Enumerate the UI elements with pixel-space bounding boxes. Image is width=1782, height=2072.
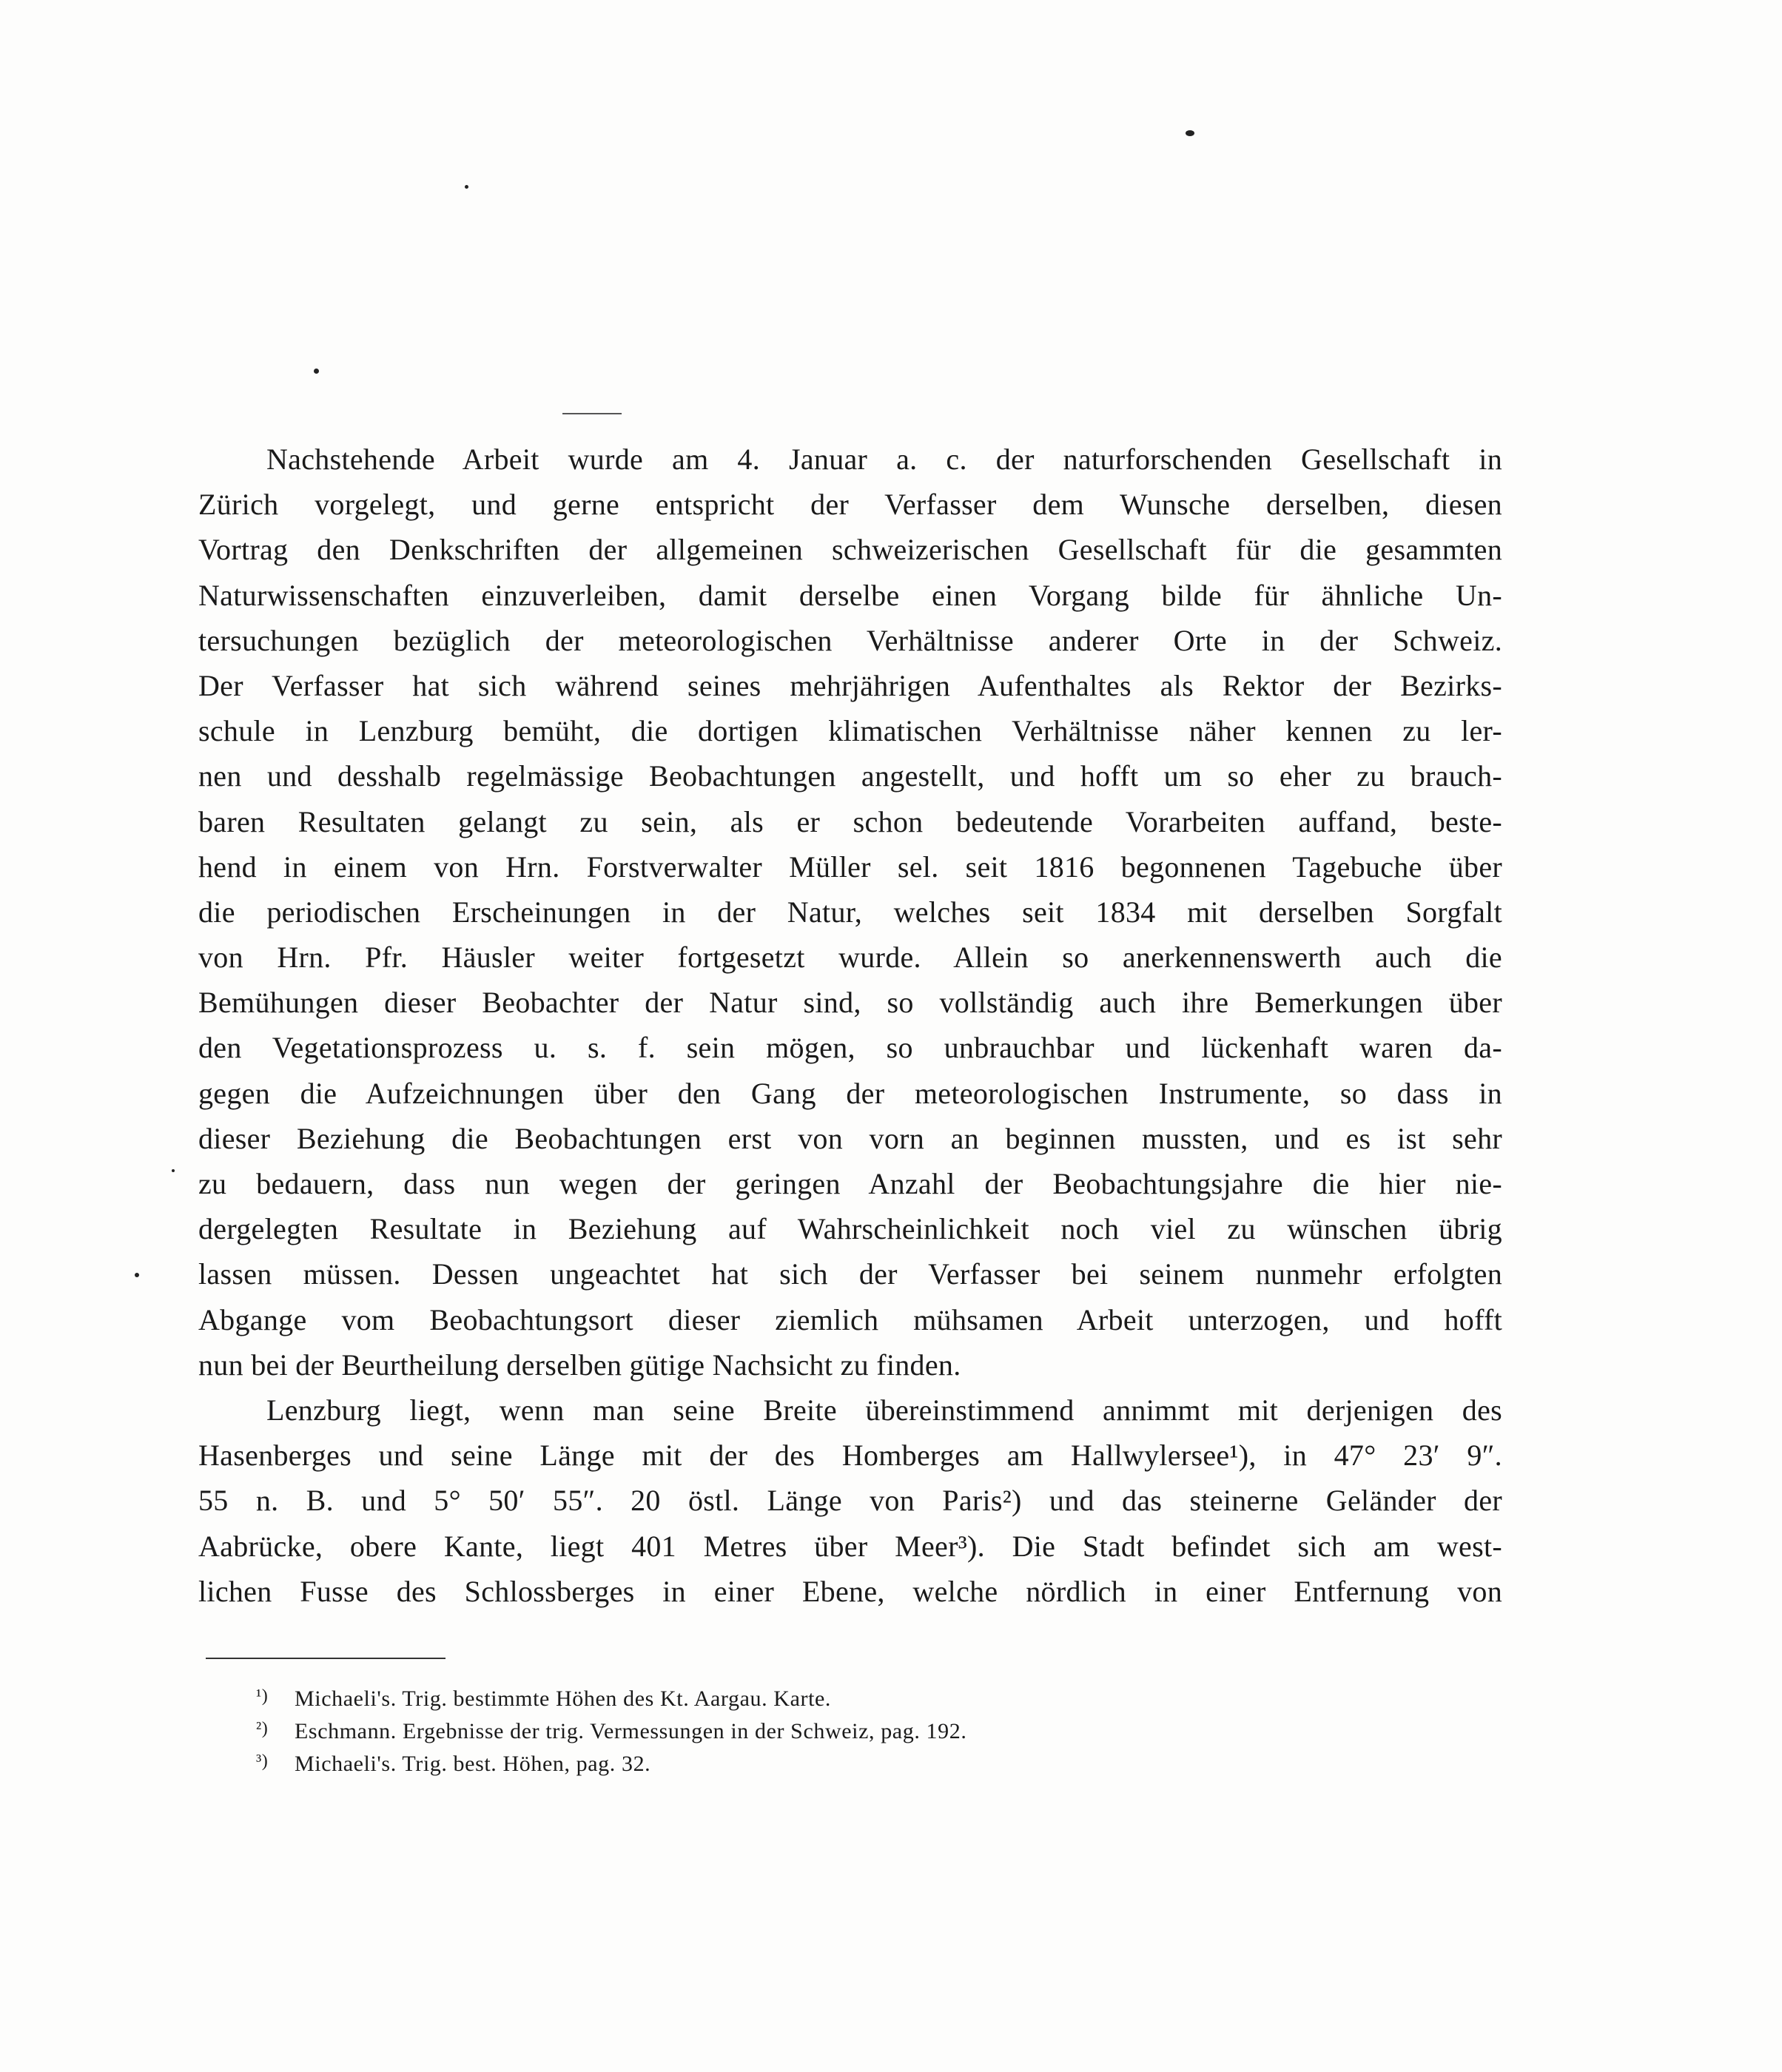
footnote-text: Michaeli's. Trig. bestimmte Höhen des Kt. Aargau. Karte. <box>295 1686 832 1711</box>
text-line: von Hrn. Pfr. Häusler weiter fortgesetzt wurde. Allein so anerkennenswerth auch die <box>198 941 1502 975</box>
paragraph <box>198 1388 1502 1614</box>
text-line: Bemühungen dieser Beobachter der Natur sind, so vollständig auch ihre Bemerkungen über <box>198 986 1502 1020</box>
scan-speck <box>172 1169 175 1172</box>
header-rule <box>562 413 622 414</box>
footnote-mark: ³) <box>256 1752 269 1771</box>
text-line: Hasenberges und seine Länge mit der des Homberges am Hallwylersee¹), in 47° 23′ 9″. <box>198 1439 1502 1473</box>
paragraph <box>198 437 1502 1388</box>
footnote-text: Eschmann. Ergebnisse der trig. Vermessungen in der Schweiz, pag. 192. <box>295 1719 967 1743</box>
text-line: Nachstehende Arbeit wurde am 4. Januar a. c. der naturforschenden Gesellschaft in <box>266 443 1502 476</box>
footnote-mark: ²) <box>256 1719 269 1738</box>
footnote-mark: ¹) <box>256 1686 269 1706</box>
text-line: Abgange vom Beobachtungsort dieser ziemlich mühsamen Arbeit unterzogen, und hofft <box>198 1302 1502 1336</box>
text-line: Lenzburg liegt, wenn man seine Breite übereinstimmend annimmt mit derjenigen des <box>266 1393 1502 1427</box>
footnote-text: Michaeli's. Trig. best. Höhen, pag. 32. <box>295 1752 651 1776</box>
text-line: schule in Lenzburg bemüht, die dortigen klimatischen Verhältnisse näher kennen zu ler- <box>198 714 1502 748</box>
text-line: Der Verfasser hat sich während seines mehrjährigen Aufenthaltes als Rektor der Bezirks- <box>198 668 1502 702</box>
footnote <box>256 1712 1292 1745</box>
text-line: tersuchungen bezüglich der meteorologischen Verhältnisse anderer Orte in der Schweiz. <box>198 623 1502 657</box>
text-line: hend in einem von Hrn. Forstverwalter Müller sel. seit 1816 begonnenen Tagebuche über <box>198 850 1502 884</box>
footnote <box>256 1680 1292 1712</box>
text-line: nun bei der Beurtheilung derselben gütige Nachsicht zu finden. <box>198 1348 961 1382</box>
scan-speck <box>465 185 468 189</box>
text-line: Vortrag den Denkschriften der allgemeinen schweizerischen Gesellschaft für die gesammten <box>198 533 1502 567</box>
text-line: den Vegetationsprozess u. s. f. sein mögen, so unbrauchbar und lückenhaft waren da- <box>198 1031 1502 1065</box>
text-line: die periodischen Erscheinungen in der Natur, welches seit 1834 mit derselben Sorgfalt <box>198 895 1502 929</box>
text-line: dieser Beziehung die Beobachtungen erst von vorn an beginnen mussten, und es ist sehr <box>198 1121 1502 1155</box>
body-text <box>198 437 1502 1614</box>
scan-speck <box>314 369 319 374</box>
text-line: 55 n. B. und 5° 50′ 55″. 20 östl. Länge von Paris²) und das steinerne Geländer der <box>198 1484 1502 1518</box>
text-line: Zürich vorgelegt, und gerne entspricht der Verfasser dem Wunsche derselben, diesen <box>198 488 1502 522</box>
text-line: gegen die Aufzeichnungen über den Gang der meteorologischen Instrumente, so dass in <box>198 1076 1502 1110</box>
scan-speck <box>1186 130 1194 136</box>
text-line: lichen Fusse des Schlossberges in einer Ebene, welche nördlich in einer Entfernung von <box>198 1574 1502 1608</box>
scan-speck <box>135 1273 139 1277</box>
text-line: baren Resultaten gelangt zu sein, als er schon bedeutende Vorarbeiten auffand, beste- <box>198 804 1502 838</box>
text-line: nen und desshalb regelmässige Beobachtungen angestellt, und hofft um so eher zu brauch- <box>198 759 1502 793</box>
footnote-rule <box>206 1658 446 1659</box>
text-line: dergelegten Resultate in Beziehung auf Wahrscheinlichkeit noch viel zu wünschen übrig <box>198 1212 1502 1246</box>
text-line: Naturwissenschaften einzuverleiben, damit derselbe einen Vorgang bilde für ähnliche Un- <box>198 578 1502 612</box>
text-line: lassen müssen. Dessen ungeachtet hat sich der Verfasser bei seinem nunmehr erfolgten <box>198 1257 1502 1291</box>
text-line: Aabrücke, obere Kante, liegt 401 Metres über Meer³). Die Stadt befindet sich am west- <box>198 1529 1502 1563</box>
footnote <box>256 1745 1292 1777</box>
text-line: zu bedauern, dass nun wegen der geringen Anzahl der Beobachtungsjahre die hier nie- <box>198 1167 1502 1200</box>
footnotes <box>256 1680 1292 1777</box>
